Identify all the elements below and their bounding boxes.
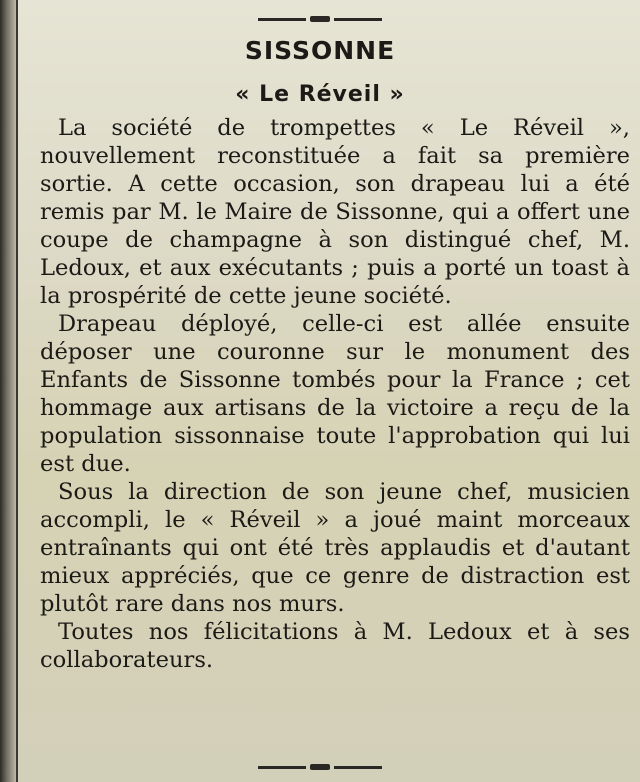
page-edge-shadow: [0, 0, 16, 782]
article-paragraph-3: Sous la direction de son jeune chef, musicien accompli, le « Réveil » a joué maint morceaux entraînants qui ont été très applaudis et d'autant mieux appréciés, que ce genre de distraction est plutôt rare dans nos murs.: [40, 479, 630, 617]
bottom-ornament-divider: [0, 760, 640, 774]
article-paragraph-1: La société de trompettes « Le Réveil », nouvellement reconstituée a fait sa première sortie. A cette occasion, son drapeau lui a été remis par M. le Maire de Sissonne, qui a offert une coupe de champagne à son distingué chef, M. Ledoux, et aux exécutants ; puis a porté un toast à la prospérité de cette jeune société.: [40, 115, 630, 309]
top-ornament-divider: [0, 12, 640, 26]
headline-town: SISSONNE: [244, 36, 396, 65]
article-body: [40, 114, 630, 674]
article-paragraph-4: Toutes nos félicitations à M. Ledoux et à ses collaborateurs.: [40, 619, 630, 673]
article-paragraph-2: Drapeau déployé, celle-ci est allée ensuite déposer une couronne sur le monument des Enfants de Sissonne tombés pour la France ; cet hommage aux artisans de la victoire a reçu de la population sissonnaise toute l'approbation qui lui est due.: [40, 311, 630, 477]
column-rule: [16, 0, 18, 782]
headline-subtitle: « Le Réveil »: [235, 82, 405, 107]
